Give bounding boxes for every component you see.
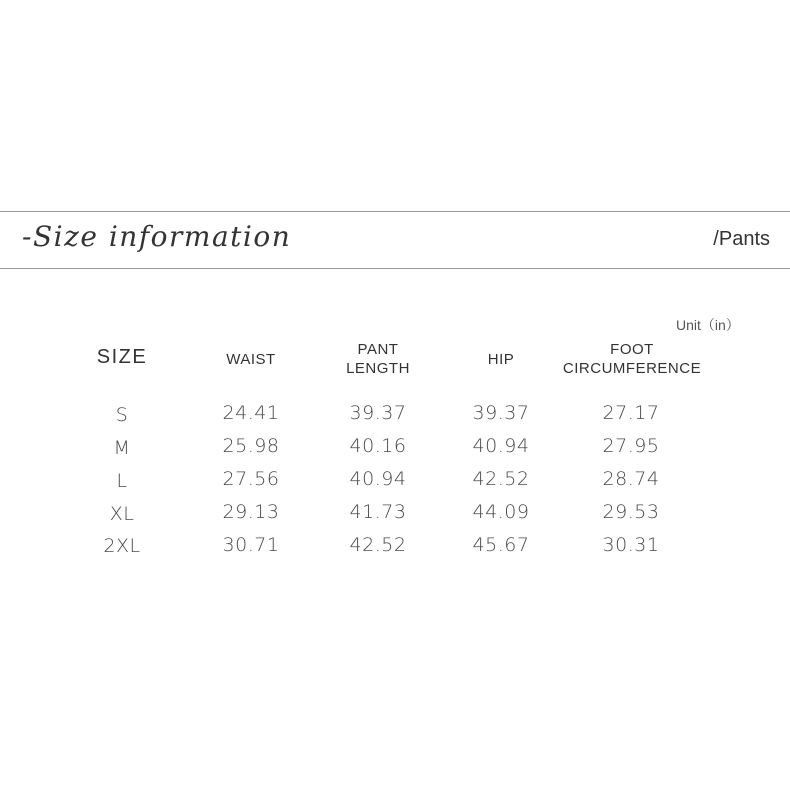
size-cell: S <box>115 404 129 426</box>
foot-circumference-cell: 27.17 <box>602 402 660 424</box>
column-header-size: SIZE <box>96 346 148 368</box>
column-header-foot-circumference: FOOT CIRCUMFERENCE <box>562 341 702 377</box>
header-band <box>0 211 790 269</box>
hip-cell: 40.94 <box>472 435 530 457</box>
pant-length-cell: 42.52 <box>349 534 407 556</box>
unit-label: Unit（in） <box>676 317 740 333</box>
column-header-hip: HIP <box>487 351 515 368</box>
foot-circumference-cell: 30.31 <box>602 534 660 556</box>
waist-cell: 25.98 <box>222 435 280 457</box>
size-cell: XL <box>109 503 135 525</box>
waist-cell: 27.56 <box>222 468 280 490</box>
waist-cell: 24.41 <box>222 402 280 424</box>
page-title: -Size information <box>22 220 292 253</box>
size-cell: 2XL <box>103 535 141 557</box>
pant-length-cell: 40.94 <box>349 468 407 490</box>
foot-circumference-cell: 29.53 <box>602 501 660 523</box>
hip-cell: 45.67 <box>472 534 530 556</box>
hip-cell: 44.09 <box>472 501 530 523</box>
waist-cell: 30.71 <box>222 534 280 556</box>
column-header-pant-length: PANT LENGTH <box>346 341 410 377</box>
size-cell: L <box>116 470 128 492</box>
size-cell: M <box>113 437 131 459</box>
pant-length-cell: 39.37 <box>349 402 407 424</box>
foot-circumference-cell: 27.95 <box>602 435 660 457</box>
column-header-waist: WAIST <box>226 351 276 368</box>
foot-circumference-cell: 28.74 <box>602 468 660 490</box>
pant-length-cell: 41.73 <box>349 501 407 523</box>
waist-cell: 29.13 <box>222 501 280 523</box>
category-label: /Pants <box>713 228 770 250</box>
hip-cell: 39.37 <box>472 402 530 424</box>
pant-length-cell: 40.16 <box>349 435 407 457</box>
hip-cell: 42.52 <box>472 468 530 490</box>
